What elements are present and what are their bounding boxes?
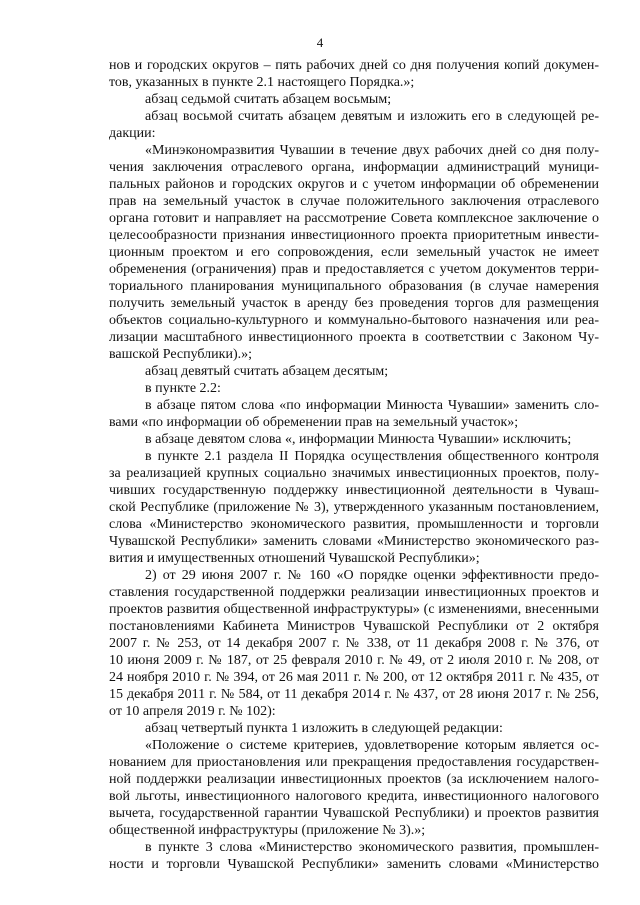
text-line: в абзаце девятом слова «, информации Минюста Чувашии» исключить; xyxy=(145,432,572,447)
text-line: прав на земельный участок в случае положительного заключения отраслевого xyxy=(109,194,599,209)
text-line: Чувашской Республики» заменить словами «Министерство экономического раз- xyxy=(109,534,599,549)
text-line: ности и торговли Чувашской Республики» заменить словами «Министерство xyxy=(109,857,599,872)
text-line: обременения (ограничения) прав и предоставляется с учетом документов терри- xyxy=(109,262,599,277)
text-line: в абзаце пятом слова «по информации Минюста Чувашии» заменить сло- xyxy=(145,398,599,413)
text-line: «Минэкономразвития Чувашии в течение двух рабочих дней со дня полу- xyxy=(145,143,599,158)
text-line: абзац восьмой считать абзацем девятым и изложить его в следующей ре- xyxy=(145,109,599,124)
text-line: вами «по информации об обременении прав на земельный участок»; xyxy=(109,415,519,430)
document-body xyxy=(109,57,599,873)
text-line: от 10 апреля 2019 г. № 102): xyxy=(109,704,276,719)
text-line: общественной инфраструктуры (приложение № 3).»; xyxy=(109,823,426,838)
text-line: лизации масштабного инвестиционного проекта в соответствии с Законом Чу- xyxy=(109,330,599,345)
text-line: ставления государственной поддержки реализации инвестиционных проектов и xyxy=(109,585,599,600)
text-line: 15 декабря 2011 г. № 584, от 11 декабря 2014 г. № 437, от 28 июня 2017 г. № 256, xyxy=(109,687,599,702)
text-line: 2007 г. № 253, от 14 декабря 2007 г. № 338, от 11 декабря 2008 г. № 376, от xyxy=(109,636,599,651)
text-line: вой льготы, инвестиционного налогового кредита, инвестиционного налогового xyxy=(109,789,599,804)
text-line: абзац четвертый пункта 1 изложить в следующей редакции: xyxy=(145,721,503,736)
text-line: 10 июня 2009 г. № 187, от 25 февраля 2010 г. № 49, от 2 июля 2010 г. № 208, от xyxy=(109,653,599,668)
text-line: пальных районов и городских округов и с учетом информации об обременении xyxy=(109,177,599,192)
text-line: объектов социально-культурного и коммунально-бытового назначения или реа- xyxy=(109,313,599,328)
text-line: дакции: xyxy=(109,126,156,141)
text-line: в пункте 2.2: xyxy=(145,381,221,396)
text-line: нов и городских округов – пять рабочих дней со дня получения копий докумен- xyxy=(109,58,599,73)
text-line: вития и имущественных отношений Чувашской Республики»; xyxy=(109,551,480,566)
text-line: нованием для приостановления или прекращения предоставления государствен- xyxy=(109,755,599,770)
text-line: органа готовит и направляет на рассмотрение Совета комплексное заключение о xyxy=(109,211,599,226)
text-line: абзац седьмой считать абзацем восьмым; xyxy=(145,92,392,107)
text-line: чивших государственную поддержку инвестиционной деятельности в Чуваш- xyxy=(109,483,599,498)
text-line: ской Республике (приложение № 3), утвержденного указанным постановлением, xyxy=(109,500,599,515)
text-line: абзац девятый считать абзацем десятым; xyxy=(145,364,389,379)
text-line: постановлениями Кабинета Министров Чувашской Республики от 2 октября xyxy=(109,619,599,634)
text-line: целесообразности признания инвестиционного проекта приоритетным инвести- xyxy=(109,228,599,243)
text-line: «Положение о системе критериев, удовлетворение которым является ос- xyxy=(145,738,599,753)
text-line: вычета, государственной гарантии Чувашской Республики) и проектов развития xyxy=(109,806,599,821)
text-line: тов, указанных в пункте 2.1 настоящего Порядка.»; xyxy=(109,75,415,90)
text-line: в пункте 3 слова «Министерство экономического развития, промышлен- xyxy=(145,840,599,855)
text-line: в пункте 2.1 раздела II Порядка осуществления общественного контроля xyxy=(145,449,599,464)
text-line: слова «Министерство экономического развития, промышленности и торговли xyxy=(109,517,599,532)
text-line: вашской Республики).»; xyxy=(109,347,253,362)
page-number: 4 xyxy=(316,35,324,50)
text-line: ной поддержки реализации инвестиционных проектов (за исключением налого- xyxy=(109,772,599,787)
text-line: получить земельный участок в аренду без проведения торгов для размещения xyxy=(109,296,599,311)
text-line: ционным проектом и его сопровождения, если земельный участок не имеет xyxy=(109,245,599,260)
text-line: за реализацией крупных социально значимых инвестиционных проектов, полу- xyxy=(109,466,599,481)
text-line: ториального планирования муниципального образования (в случае намерения xyxy=(109,279,599,294)
text-line: чения заключения отраслевого органа, информации администраций муници- xyxy=(109,160,599,175)
text-line: 2) от 29 июня 2007 г. № 160 «О порядке оценки эффективности предо- xyxy=(145,568,599,583)
text-line: проектов развития общественной инфраструктуры» (с изменениями, внесенными xyxy=(109,602,599,617)
text-line: 24 ноября 2010 г. № 394, от 26 мая 2011 г. № 200, от 12 октября 2011 г. № 435, от xyxy=(109,670,599,685)
